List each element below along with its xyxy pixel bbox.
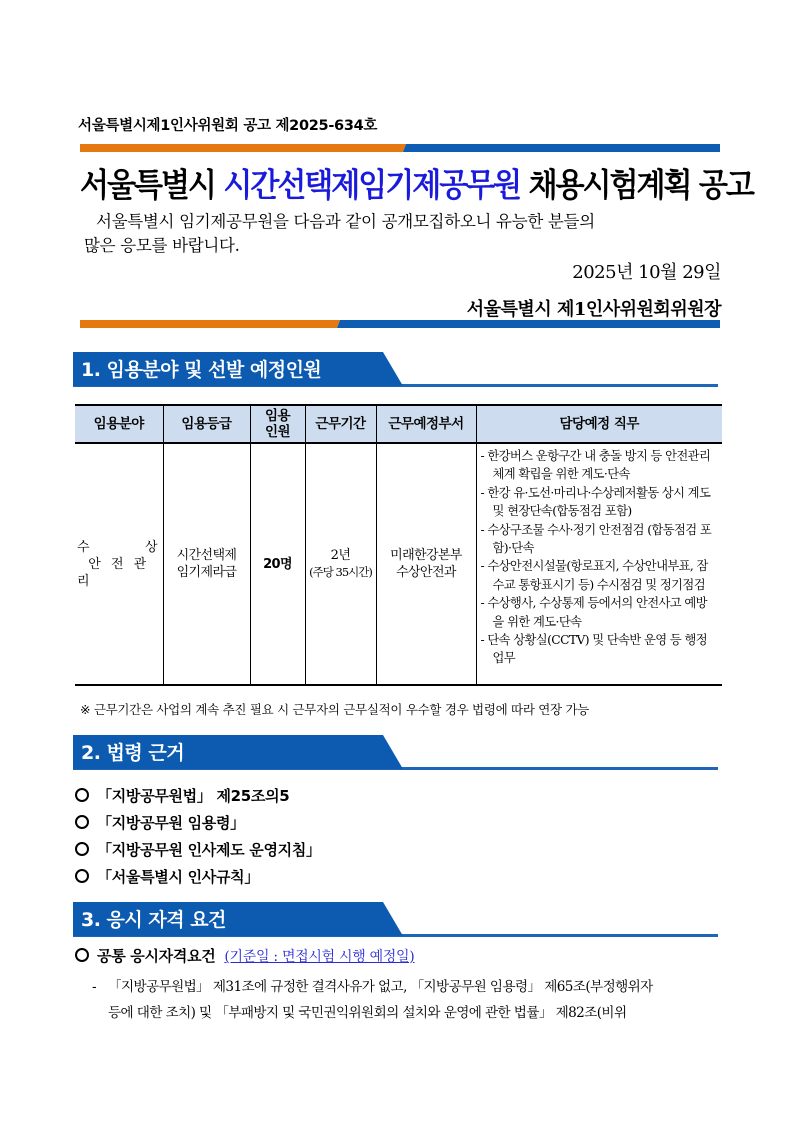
dept-line1: 미래한강본부 (390, 548, 462, 563)
law-item-text: 「지방공무원법」 제25조의5 (97, 787, 290, 805)
page-title (80, 158, 753, 206)
section-3-header (73, 902, 718, 940)
section-2-header (73, 735, 718, 773)
dept-line2: 수상안전과 (396, 565, 456, 580)
section-3-title: 3. 응시 자격 요건 (81, 909, 226, 931)
common-requirements-heading (75, 945, 414, 966)
title-prefix: 서울특별시 (80, 166, 224, 205)
header-period: 근무기간 (305, 405, 376, 443)
cell-period (305, 443, 376, 685)
requirements-line-1: - 「지방공무원법」 제31조에 규정한 결격사유가 없고, 「지방공무원 임용령」 제65조(부정행위자 (92, 979, 653, 995)
grade-line1: 시간선택제 (176, 548, 237, 563)
circle-bullet-icon (75, 842, 89, 856)
top-stripe-blue (403, 144, 720, 152)
law-item-text: 「지방공무원 인사제도 운영지침」 (97, 841, 321, 859)
title-highlight: 시간선택제임기제공무원 (223, 166, 521, 205)
law-item-text: 「지방공무원 임용령」 (97, 814, 245, 832)
intro-paragraph (84, 210, 724, 258)
requirements-line-2: 등에 대한 조치) 및 「부패방지 및 국민권익위원회의 설치와 운영에 관한 법률」 제82조(비위 (108, 1005, 627, 1021)
header-dept: 근무예정부서 (376, 405, 476, 443)
grade-line2: 임기제라급 (176, 565, 237, 580)
duty-item: - 한강버스 운항구간 내 충돌 방지 등 안전관리체계 확립을 위한 계도·단속 (480, 449, 711, 482)
circle-bullet-icon (75, 869, 89, 883)
header-grade: 임용등급 (163, 405, 250, 443)
cell-dept (376, 443, 476, 685)
title-suffix: 채용시험계획 공고 (520, 166, 753, 205)
intro-line-1: 서울특별시 임기제공무원을 다음과 같이 공개모집하오니 유능한 분들의 (96, 212, 595, 231)
cell-field (75, 443, 163, 685)
header-count-line1: 임용 (264, 408, 291, 424)
law-item (75, 812, 321, 839)
header-count (250, 405, 305, 443)
header-duties: 담당예정 직무 (476, 405, 722, 443)
intro-line-2: 많은 응모를 바랍니다. (84, 236, 240, 255)
circle-bullet-icon (75, 948, 89, 962)
table-row (75, 443, 722, 685)
requirements-text-1: 「지방공무원법」 제31조에 규정한 결격사유가 없고, 「지방공무원 임용령」 제65조(부정행위자 (108, 979, 653, 995)
circle-bullet-icon (75, 815, 89, 829)
duty-item: - 한강 유·도선·마리나·수상레저활동 상시 계도 및 현장단속(합동점검 포함) (480, 485, 711, 519)
top-stripe-orange (80, 144, 406, 152)
duty-item: - 단속 상황실(CCTV) 및 단속반 운영 등 행정업무 (480, 633, 708, 666)
period-line1: 2년 (330, 548, 351, 563)
duty-item: - 수상안전시설물(항로표지, 수상안내부표, 잠수교 통항표시기 등) 수시점검 및 정기점검 (480, 559, 708, 592)
common-requirements-label: 공통 응시자격요건 (97, 947, 216, 965)
cell-count: 20명 (250, 443, 305, 685)
field-line2: 안 전 관 리 (77, 556, 150, 589)
notice-number: 서울특별시제1인사위원회 공고 제2025-634호 (78, 118, 378, 134)
bottom-stripe-blue (337, 320, 720, 328)
table-header-row (75, 405, 722, 443)
table-footnote: ※ 근무기간은 사업의 계속 추진 필요 시 근무자의 근무실적이 우수할 경우 법령에 따라 연장 가능 (80, 702, 590, 717)
section-1-title: 1. 임용분야 및 선발 예정인원 (81, 359, 322, 381)
law-item (75, 785, 321, 812)
period-line2: (주당 35시간) (309, 565, 372, 579)
circle-bullet-icon (75, 788, 89, 802)
law-item (75, 839, 321, 866)
duty-item: - 수상구조물 수사·정기 안전점검 (합동점검 포함)·단속 (480, 522, 712, 556)
field-line1: 수 상 (77, 539, 161, 555)
bottom-stripe-orange (80, 320, 340, 328)
requirements-body (92, 974, 724, 1026)
header-count-line2: 인원 (264, 424, 291, 440)
section-2-title: 2. 법령 근거 (81, 742, 185, 764)
recruitment-table (75, 404, 722, 686)
law-item (75, 866, 321, 893)
cell-grade (163, 443, 250, 685)
law-item-text: 「서울특별시 인사규칙」 (97, 868, 260, 886)
header-field: 임용분야 (75, 405, 163, 443)
cell-duties (476, 443, 722, 685)
basis-date-note: (기준일 : 면접시험 시행 예정일) (224, 949, 415, 965)
law-list (75, 785, 321, 893)
notice-date: 2025년 10월 29일 (572, 262, 721, 283)
signer: 서울특별시 제1인사위원회위원장 (466, 299, 721, 320)
section-1-header (73, 352, 718, 390)
duty-item: - 수상행사, 수상통제 등에서의 안전사고 예방을 위한 계도·단속 (480, 596, 707, 629)
